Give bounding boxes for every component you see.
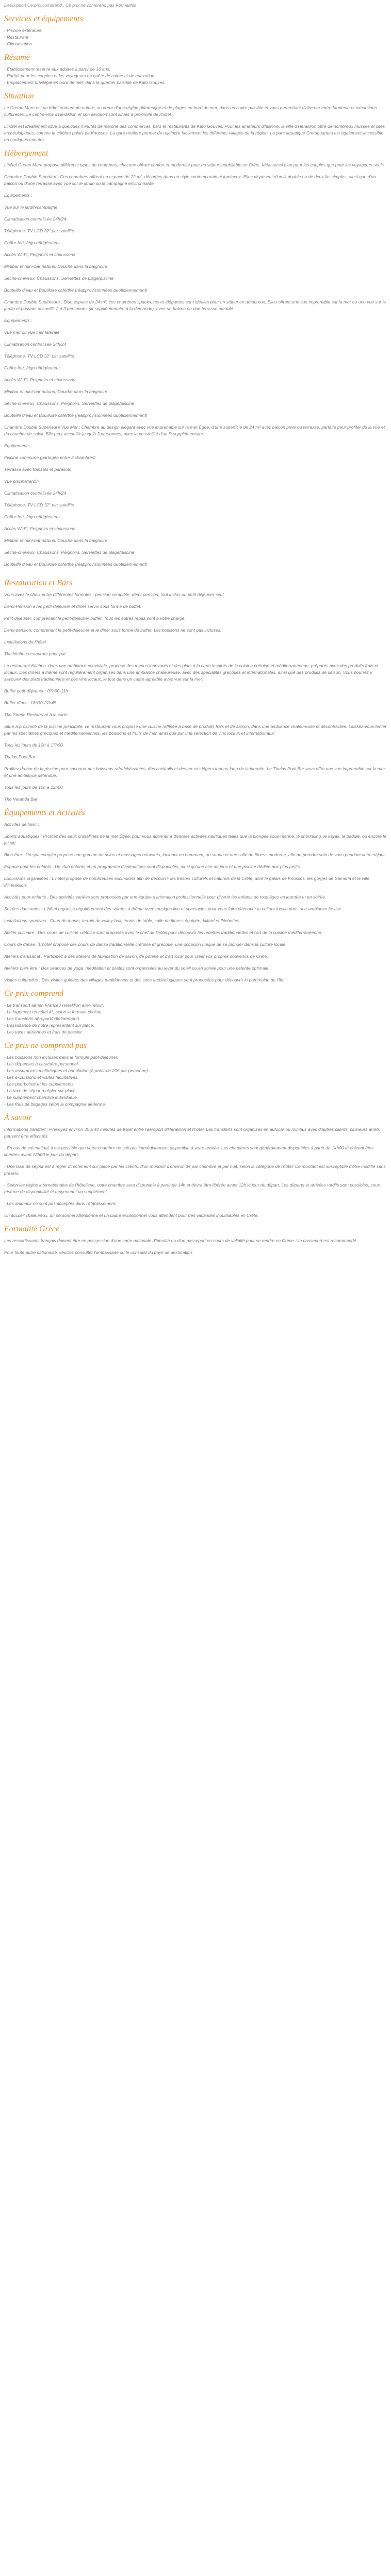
paragraph: Bien-être : Un spa complet propose une gamme de soins et massages relaxants, incluant un hammam, un sauna et une salle de fitness moderne, afin de prendre soin de vous pendant votre séjour.: [4, 852, 386, 857]
equipment-item: Accès Wi-Fi, Peignoirs et chaussons: [4, 526, 75, 531]
section-title: Équipements et Activités: [4, 808, 85, 817]
section-title: À savoir: [4, 1113, 32, 1122]
equipment-item: Sèche-cheveux, Chaussons, Peignoirs, Serviettes de plage/piscine: [4, 550, 135, 555]
section-sports: [4, 808, 387, 984]
line-gap: [4, 294, 387, 299]
paragraph: Atelier culinaire : Des cours de cuisine crétoise sont proposés avec le chef de l'hôtel pour découvrir les recettes traditionnelles et l'art de la cuisine méditerranéenne.: [4, 930, 322, 935]
list-heading: Équipements :: [4, 443, 32, 448]
paragraph: L'hôtel Cretan Mare propose différents types de chambres, chacune offrant confort et modernité pour un séjour inoubliable en Crète. Idéal aussi bien pour les couples que pour les voyageurs seuls.: [4, 162, 385, 167]
section-title: Résumé: [4, 53, 30, 62]
line-gap: [4, 270, 387, 275]
section-title: Situation: [4, 92, 34, 100]
equipment-item: Climatisation centralisée 24h/24: [4, 216, 67, 222]
page: [0, 2, 391, 1256]
paragraph: Excursions organisées : L'hôtel propose de nombreuses excursions afin de découvrir les trésors culturels et naturels de la Crète, dont le palais de Knossos, les gorges de Samaria et la ville d'Héraklion.: [4, 876, 369, 888]
section-restauration: [4, 578, 387, 803]
section-inclus: [4, 989, 387, 1036]
line-gap: [4, 473, 387, 478]
list-item: - Les pourboires et les suppléments.: [4, 1081, 387, 1088]
equipment-item: Bouteille d'eau et Bouilloire café/thé (réapprovisionnées quotidiennement): [4, 562, 148, 567]
paragraph: Tous les jours de 10h à 22h00: [4, 785, 63, 790]
equipment-item: Climatisation centralisée 24h/24: [4, 342, 67, 347]
list-item: - Les frais de bagages selon la compagnie aérienne.: [4, 1101, 387, 1108]
bullet-list: [4, 1002, 387, 1036]
equipment-item: Vue sur le jardin/campagne: [4, 205, 58, 210]
paragraph: L'hôtel est idéalement situé à quelques minutes de marche des commerces, bars et restaurants de Kato Gouves. Pour les amateurs d'histoire, la ville d'Héraklion offre de nombreux musées et sites archéologiques, comme le célèbre palais de Knossos. La gare routière permet de rejoindre facilement les différents villages de la région. Le parc aquatique Cretaquarium est également accessible en quelques minutes.: [4, 124, 385, 142]
bullet-list: [4, 66, 387, 86]
section-title: Restauration et Bars: [4, 579, 73, 587]
paragraph: Le restaurant Kitchen, dans une ambiance conviviale, propose des menus innovants et des plats à la carte inspirés de la cuisine crétoise et méditerranéenne, préparés avec des produits frais et locaux. Des dîners à thème sont régulièrement organisés dans une ambiance chaleureuse, avec des spécialités grecques et internationales, ainsi que des produits de saison. Vous pourrez y savourer des plats traditionnels et des vins locaux, le tout dans un cadre agréable avec vue sur la mer.: [4, 663, 379, 682]
list-item: - Les transferts aéroport/hôtel/aéroport.: [4, 1015, 387, 1022]
paragraph: Cours de danse : L'hôtel propose des cours de danse traditionnelle crétoise et grecque, une occasion unique de se plonger dans la culture locale.: [4, 942, 287, 947]
line-gap: [4, 532, 387, 537]
list-item: - Établissement réservé aux adultes à partir de 16 ans.: [4, 66, 387, 73]
section-formalites: [4, 1224, 387, 1256]
list-item: - Le supplément chambre individuelle.: [4, 1094, 387, 1101]
line-gap: [4, 556, 387, 561]
paragraph: Installations de l'hôtel :: [4, 639, 48, 645]
paragraph: Buffet petit-déjeuner : 07h00-11h: [4, 688, 68, 693]
paragraph: Petit déjeuner, comprenant le petit-déjeuner buffet. Tous les autres repas sont à votre charge.: [4, 616, 186, 621]
paragraph: Activités de loisir :: [4, 822, 40, 827]
list-heading: Équipements :: [4, 318, 32, 323]
line-gap: [4, 348, 387, 353]
paragraph: Ateliers bien-être : Des séances de yoga, méditation et pilates sont organisées au lever du soleil ou en soirée pour une détente optimale.: [4, 965, 270, 971]
paragraph: - Selon les règles internationales de l'hôtellerie, votre chambre sera disponible à partir de 14h et devra être libérée avant 12h le jour du départ. Les départs et arrivées tardifs sont possibles, sous réserve de disponibilité et moyennant un supplément.: [4, 1182, 380, 1194]
line-gap: [4, 282, 387, 287]
line-gap: [4, 371, 387, 377]
paragraph: Tous les jours de 10h à 17h00: [4, 742, 63, 748]
equipment-item: Téléphone, TV LCD 32" par satellite: [4, 228, 74, 233]
paragraph: Activités pour enfants : Des activités variées sont proposées par une équipe d'animation professionnelle pour divertir les enfants de tous âges en journée et en soirée.: [4, 894, 327, 900]
section-title: Services et équipements: [4, 14, 83, 23]
line-gap: [4, 497, 387, 502]
line-gap: [4, 258, 387, 263]
equipment-item: Coffre-fort, frigo réfrigérateur: [4, 365, 60, 370]
equipment-item: Bouteille d'eau et Bouilloire café/thé (réapprovisionnées quotidiennement): [4, 287, 148, 293]
list-item: - Le transport aérien France / Héraklion aller-retour.: [4, 1002, 387, 1009]
line-gap: [4, 383, 387, 388]
paragraph: Buffet dîner : 18h30-21h45: [4, 700, 57, 705]
equipment-item: Vue piscine/jardin: [4, 479, 39, 484]
section-title: Formalité Grèce: [4, 1225, 60, 1233]
line-gap: [4, 246, 387, 251]
paragraph: Vous avez le choix entre différentes formules : pension complète, demi-pension, tout inclus ou petit déjeuner seul.: [4, 592, 225, 597]
content: [4, 14, 387, 1256]
equipment-list: [4, 454, 387, 573]
list-item: - Les excursions et visites facultatives.: [4, 1074, 387, 1081]
equipment-item: Terrasse avec transats et parasols: [4, 467, 71, 472]
paragraph: Informations transfert : Prévoyez environ 30 à 40 minutes de trajet entre l'aéroport d'Héraklion et l'hôtel. Les transferts sont organisés en autocar ou minibus avec d'autres clients, plusieurs arrêts peuvent être effectués.: [4, 1127, 380, 1139]
section-avoir: [4, 1113, 387, 1219]
list-item: - La taxe de séjour à régler sur place.: [4, 1088, 387, 1094]
equipment-item: Sèche-cheveux, Chaussons, Peignoirs, Serviettes de plage/piscine: [4, 401, 135, 406]
paragraph: The kitchen restaurant principal: [4, 651, 66, 656]
list-item: - Parfait pour les couples et les voyageurs en quête de calme et de relaxation.: [4, 73, 387, 79]
equipment-item: Bouteille d'eau et Bouilloire café/thé (réapprovisionnées quotidiennement): [4, 413, 148, 418]
paragraph: The Veranda Bar: [4, 796, 38, 802]
list-heading: Équipements :: [4, 193, 32, 198]
list-item: - L'assistance de notre représentant sur place.: [4, 1022, 387, 1029]
section-hebergement: [4, 148, 387, 573]
intro-nav: Description Ce prix comprend : Ce prix ne comprend pas Formalités: [4, 3, 137, 8]
paragraph: Installations sportives : Court de tennis, terrain de volley-ball, tennis de table, salle de fitness équipée, billard et fléchettes.: [4, 918, 241, 923]
line-gap: [4, 407, 387, 412]
line-gap: [4, 234, 387, 240]
line-gap: [4, 223, 387, 228]
paragraph: Pour toute autre nationalité, veuillez consulter l'ambassade ou le consulat du pays de destination.: [4, 1250, 193, 1255]
paragraph: Visites culturelles : Des visites guidées des villages traditionnels et des sites archéologiques sont proposées pour découvrir le patrimoine de l'île.: [4, 977, 285, 982]
list-item: - Les boissons non incluses dans la formule petit-déjeuner.: [4, 1054, 387, 1061]
equipment-item: Téléphone, TV LCD 32" par satellite: [4, 502, 74, 507]
line-gap: [4, 568, 387, 573]
equipment-item: Minibar et mini-bar naturel, Douche dans la baignoire: [4, 264, 107, 269]
section-title: Hébergement: [4, 149, 48, 158]
equipment-item: Piscine commune (partagée entre 3 chambres): [4, 455, 96, 460]
equipment-item: Coffre-fort, frigo réfrigérateur: [4, 514, 60, 519]
equipment-item: Téléphone, TV LCD 32" par satellite: [4, 353, 74, 359]
bullet-list: [4, 27, 387, 47]
paragraph: Soirées dansantes : L'hôtel organise régulièrement des soirées à thème avec musique live et spectacles pour vous faire découvrir la culture locale dans une ambiance festive.: [4, 906, 343, 911]
line-gap: [4, 485, 387, 490]
list-item: - Restaurant: [4, 34, 387, 41]
paragraph: Sports aquatiques : Profitez des eaux cristallines de la mer Égée, pour vous adonner à diverses activités nautiques telles que la plongée sous-marine, le snorkeling, le kayak, le paddle, ou encore le jet ski.: [4, 834, 386, 845]
equipment-list: [4, 329, 387, 424]
paragraph: Thalos Pool Bar: [4, 754, 36, 759]
equipment-list: [4, 204, 387, 299]
line-gap: [4, 419, 387, 424]
equipment-item: Coffre-fort, frigo réfrigérateur: [4, 240, 60, 245]
section-services: [4, 14, 387, 47]
line-gap: [4, 211, 387, 216]
paragraph: Situé à proximité de la piscine principale, ce restaurant vous propose une cuisine raffinée à base de produits frais et de saison, dans une ambiance chaleureuse et décontractée. Laissez-vous tenter par les spécialités grecques et méditerranéennes, les poissons et fruits de mer, ainsi que par une sélection de vins locaux et internationaux.: [4, 724, 387, 736]
paragraph: Le Cretan Mare est un hôtel entouré de nature, au cœur d'une région pittoresque et de plages en bord de mer, dans un cadre paisible et vous permettant d'alterner entre farniente et excursions culturelles. Le centre-ville d'Héraklion et son aéroport sont situés à proximité de l'hôtel.: [4, 105, 377, 117]
paragraph: Chambre Double Supérieure : D'un espace de 24 m², ces chambres spacieuses et élégantes sont idéales pour un séjour en amoureux. Elles offrent une vue imprenable sur la mer ou une vue sur le jardin et pouvant accueillir 2 à 3 personnes (lit supplémentaire à la demande), avec un balcon ou une terrasse meublé.: [4, 299, 386, 311]
line-gap: [4, 336, 387, 341]
bullet-list: [4, 1054, 387, 1108]
line-gap: [4, 520, 387, 526]
list-item: - Le logement en hôtel 4*, selon la formule choisie.: [4, 1009, 387, 1015]
paragraph: Espace pour les enfants : Un club enfants et un programme d'animations sont disponibles, ainsi qu'une aire de jeux et une piscine dédiée aux plus petits.: [4, 864, 301, 869]
equipment-item: Accès Wi-Fi, Peignoirs et chaussons: [4, 252, 75, 257]
paragraph: Chambre Double Standard : Ces chambres offrent un espace de 22 m², décorées dans un style contemporain et lumineux. Elles disposent d'un lit double ou de deux lits simples, ainsi que d'un balcon ou d'une terrasse avec vue sur le jardin ou la campagne environnante.: [4, 174, 376, 186]
line-gap: [4, 461, 387, 466]
line-gap: [4, 395, 387, 400]
paragraph: Les ressortissants français doivent être en possession d'une carte nationale d'identité ou d'un passeport en cours de validité pour se rendre en Grèce. Un passeport est recommandé.: [4, 1238, 357, 1243]
list-item: - Piscine extérieure: [4, 27, 387, 34]
section-non_inclus: [4, 1041, 387, 1108]
section-title: Ce prix ne comprend pas: [4, 1041, 87, 1050]
equipment-item: Minibar et mini-bar naturel, Douche dans la baignoire: [4, 389, 107, 394]
paragraph: Profitez du bar de la piscine pour savourer des boissons rafraîchissantes, des cocktails et des en-cas légers tout au long de la journée. Le Thalos Pool Bar vous offre une vue imprenable sur la mer et une ambiance détendue.: [4, 766, 385, 778]
list-item: - Climatisation: [4, 41, 387, 47]
line-gap: [4, 360, 387, 365]
equipment-item: Sèche-cheveux, Chaussons, Serviettes de plage/piscine: [4, 276, 114, 281]
equipment-item: Vue mer ou vue mer latérale: [4, 330, 60, 335]
section-resume: [4, 53, 387, 86]
paragraph: Demi-pension, comprenant le petit-déjeuner et le dîner sous forme de buffet. Les boissons ne sont pas incluses.: [4, 628, 222, 633]
paragraph: The Sirene Restaurant à la carte: [4, 712, 68, 717]
paragraph: Demi-Pension avec petit-déjeuner et dîner servis sous forme de buffet.: [4, 604, 141, 609]
line-gap: [4, 544, 387, 549]
paragraph: - En cas de vol matinal, il est possible que votre chambre ne soit pas immédiatement disponible à votre arrivée. Les chambres sont généralement disponibles à partir de 14h00 et doivent être libérées avant 12h00 le jour du départ.: [4, 1145, 373, 1157]
paragraph: Chambre Double Supérieure Vue Mer : Chambre au design élégant avec vue imprenable sur la mer Égée, d'une superficie de 24 m² avec balcon privé ou terrasse, parfaite pour profiter de la vue et du coucher de soleil. Elle peut accueillir jusqu'à 3 personnes, avec la possibilité d'un lit supplémentaire.: [4, 425, 385, 436]
equipment-item: Minibar et mini-bar naturel, Douche dans la baignoire: [4, 538, 107, 543]
section-situation: [4, 91, 387, 143]
paragraph: - Les animaux ne sont pas acceptés dans l'établissement.: [4, 1201, 117, 1206]
equipment-item: Accès Wi-Fi, Peignoirs et chaussons: [4, 377, 75, 382]
list-item: - Les dépenses à caractère personnel.: [4, 1061, 387, 1067]
list-item: - Les taxes aériennes et frais de dossier.: [4, 1029, 387, 1036]
equipment-item: Climatisation centralisée 24h/24: [4, 490, 67, 496]
line-gap: [4, 509, 387, 514]
section-title: Ce prix comprend: [4, 989, 63, 998]
list-item: - Emplacement privilégié en bord de mer, dans le quartier paisible de Kato Gouves.: [4, 79, 387, 86]
paragraph: Ateliers d'artisanat : Participez à des ateliers de fabrication de savon, de poterie et d'art local pour créer vos propres souvenirs de Crète.: [4, 954, 268, 959]
list-item: - Les assurances multirisques et annulation (à partir de 20€ par personne).: [4, 1067, 387, 1074]
paragraph: - Une taxe de séjour est à régler directement sur place par les clients, d'un montant d'environ 3€ par chambre et par nuit, selon la catégorie de l'hôtel. Ce montant est susceptible d'être modifié sans préavis.: [4, 1164, 386, 1176]
paragraph: Un accueil chaleureux, un personnel attentionné et un cadre exceptionnel vous attendent pour des vacances inoubliables en Crète.: [4, 1213, 259, 1218]
